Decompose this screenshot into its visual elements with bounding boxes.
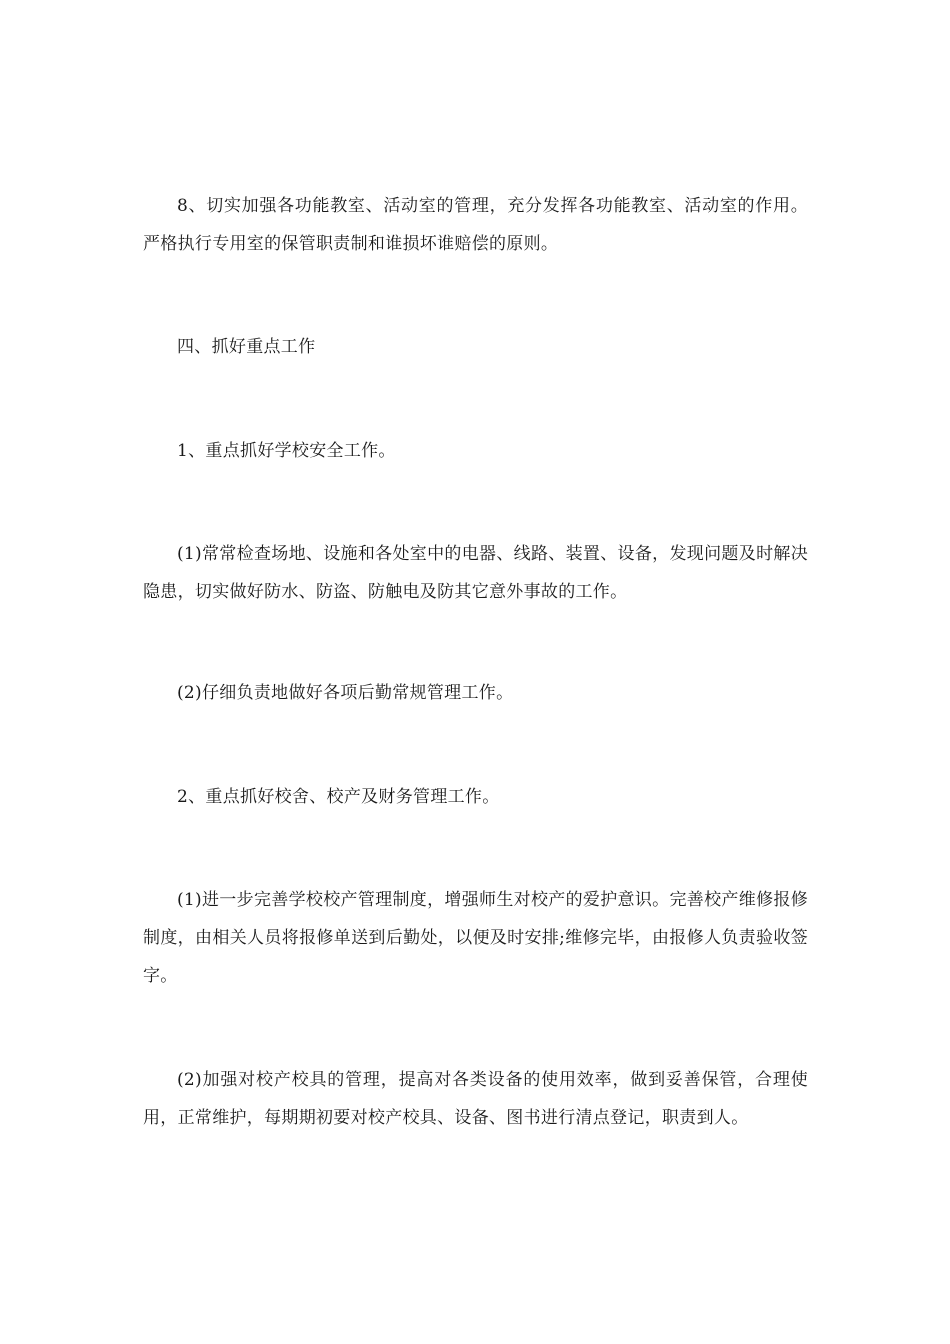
section-heading-key-work: 四、抓好重点工作 xyxy=(177,337,316,357)
paragraph-safety-sub-1: (1)常常检查场地、设施和各处室中的电器、线路、装置、设备，发现问题及时解决隐患，切实做好防水、防盗、防触电及防其它意外事故的工作。 xyxy=(143,544,808,602)
paragraph-item-8-function-rooms: 8、切实加强各功能教室、活动室的管理，充分发挥各功能教室、活动室的作用。严格执行专用室的保管职责制和谁损坏谁赔偿的原则。 xyxy=(143,196,808,254)
paragraph-item-2-property-finance: 2、重点抓好校舍、校产及财务管理工作。 xyxy=(177,787,500,807)
paragraph-property-sub-2: (2)加强对校产校具的管理，提高对各类设备的使用效率，做到妥善保管，合理使用，正常维护，每期期初要对校产校具、设备、图书进行清点登记，职责到人。 xyxy=(143,1070,808,1128)
paragraph-item-1-safety: 1、重点抓好学校安全工作。 xyxy=(177,441,396,461)
paragraph-safety-sub-2: (2)仔细负责地做好各项后勤常规管理工作。 xyxy=(177,683,514,703)
paragraph-property-sub-1: (1)进一步完善学校校产管理制度，增强师生对校产的爱护意识。完善校产维修报修制度，由相关人员将报修单送到后勤处，以便及时安排;维修完毕，由报修人负责验收签字。 xyxy=(143,890,808,986)
